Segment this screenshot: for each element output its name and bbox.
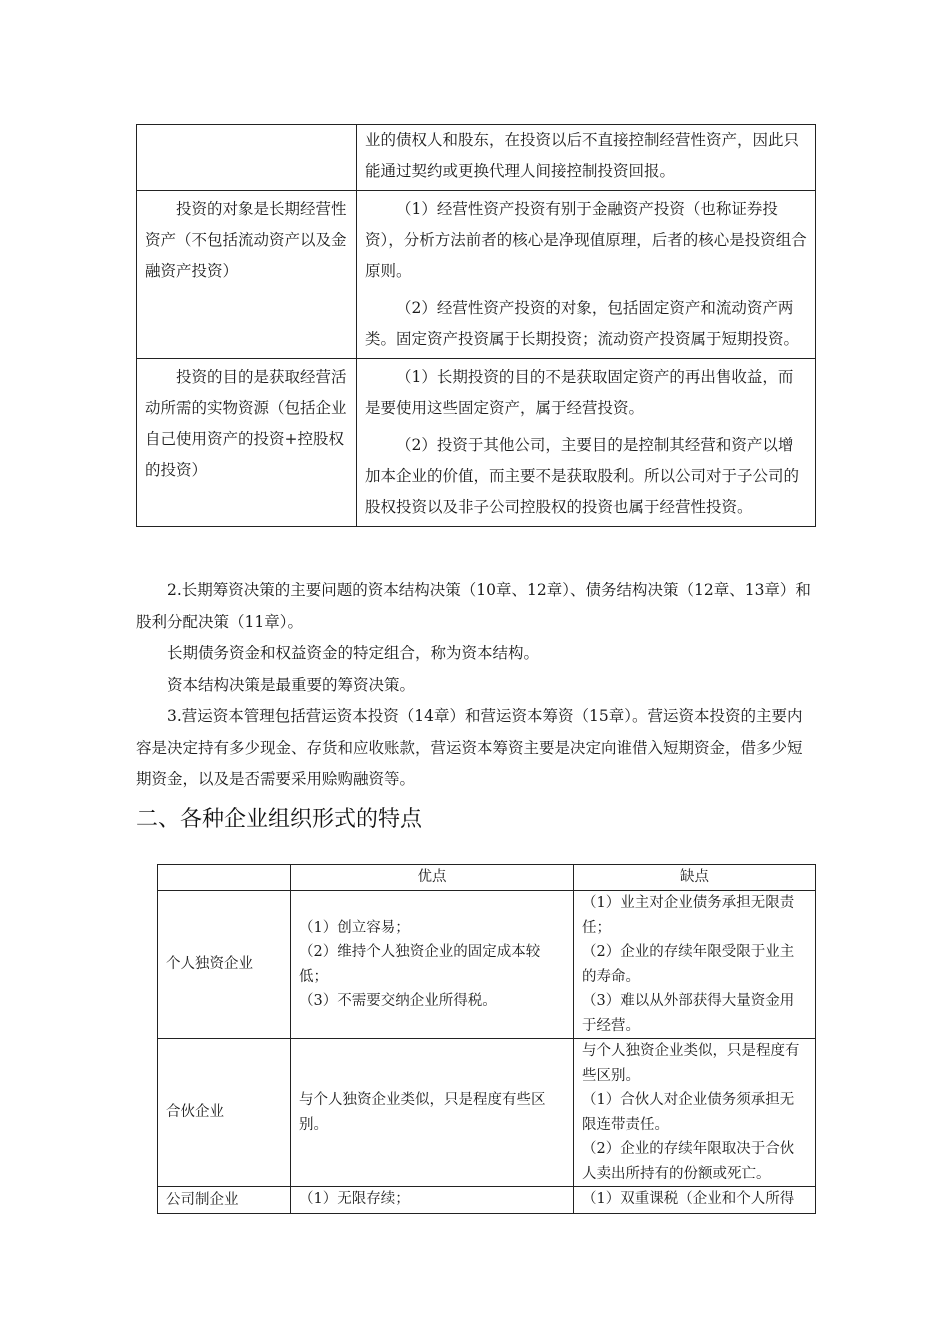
table-cell-right bbox=[357, 359, 816, 527]
investment-characteristics-table bbox=[136, 124, 816, 527]
enterprise-forms-table bbox=[157, 864, 816, 1214]
table-row bbox=[158, 891, 816, 1039]
cell-paragraph: 业的债权人和股东，在投资以后不直接控制经营性资产，因此只能通过契约或更换代理人间接控制投资回报。 bbox=[365, 131, 800, 180]
cell-paragraph: 投资的对象是长期经营性资产（不包括流动资产以及金融资产投资） bbox=[145, 200, 347, 280]
table-cell-left bbox=[137, 191, 357, 359]
pros-cell bbox=[291, 891, 574, 1039]
table-row bbox=[137, 359, 816, 527]
pros-cell bbox=[291, 1039, 574, 1187]
table-header-row bbox=[158, 865, 816, 891]
list-item: （2）企业的存续年限取决于合伙人卖出所持有的份额或死亡。 bbox=[582, 1141, 795, 1182]
paragraph: 3.营运资本管理包括营运资本投资（14章）和营运资本筹资（15章）。营运资本投资的主要内容是决定持有多少现金、存货和应收账款，营运资本筹资主要是决定向谁借入短期资金，借多少短期资金，以及是否需要采用赊购融资等。 bbox=[136, 707, 803, 788]
list-item: （1）无限存续； bbox=[299, 1191, 410, 1207]
table-row bbox=[137, 191, 816, 359]
section-heading: 二、各种企业组织形式的特点 bbox=[136, 807, 423, 832]
list-item: （2）维持个人独资企业的固定成本较低； bbox=[299, 944, 541, 985]
body-text bbox=[136, 575, 816, 796]
enterprise-type: 个人独资企业 bbox=[158, 891, 291, 1039]
cell-paragraph: （1）经营性资产投资有别于金融资产投资（也称证券投资），分析方法前者的核心是净现值原理，后者的核心是投资组合原则。 bbox=[365, 200, 807, 280]
list-item: （3）不需要交纳企业所得税。 bbox=[299, 993, 497, 1009]
cons-cell bbox=[574, 1187, 816, 1214]
header-cell-pros: 优点 bbox=[291, 865, 574, 891]
paragraph: 2.长期筹资决策的主要问题的资本结构决策（10章、12章）、债务结构决策（12章、13章）和股利分配决策（11章）。 bbox=[136, 581, 811, 631]
cell-paragraph: （2）投资于其他公司，主要目的是控制其经营和资产以增加本企业的价值，而主要不是获取股利。所以公司对于子公司的股权投资以及非子公司控股权的投资也属于经营性投资。 bbox=[365, 436, 800, 516]
table-row bbox=[158, 1187, 816, 1214]
cons-cell bbox=[574, 891, 816, 1039]
enterprise-type: 公司制企业 bbox=[158, 1187, 291, 1214]
cell-paragraph: （1）长期投资的目的不是获取固定资产的再出售收益，而是要使用这些固定资产，属于经营投资。 bbox=[365, 368, 794, 417]
table-row bbox=[137, 125, 816, 191]
table-cell-right bbox=[357, 191, 816, 359]
table-row bbox=[158, 1039, 816, 1187]
table-cell-left bbox=[137, 125, 357, 191]
cons-cell bbox=[574, 1039, 816, 1187]
list-item: （1）合伙人对企业债务须承担无限连带责任。 bbox=[582, 1092, 795, 1133]
list-item: 与个人独资企业类似，只是程度有些区别。 bbox=[299, 1092, 546, 1133]
list-item: 与个人独资企业类似，只是程度有些区别。 bbox=[582, 1043, 800, 1084]
paragraph: 长期债务资金和权益资金的特定组合，称为资本结构。 bbox=[167, 644, 540, 662]
enterprise-type: 合伙企业 bbox=[158, 1039, 291, 1187]
paragraph: 资本结构决策是最重要的筹资决策。 bbox=[167, 675, 416, 694]
header-cell-cons: 缺点 bbox=[574, 865, 816, 891]
table-cell-right bbox=[357, 125, 816, 191]
cell-paragraph: 投资的目的是获取经营活动所需的实物资源（包括企业自己使用资产的投资+控股权的投资） bbox=[145, 368, 347, 479]
pros-cell bbox=[291, 1187, 574, 1214]
cell-paragraph: （2）经营性资产投资的对象，包括固定资产和流动资产两类。固定资产投资属于长期投资；流动资产投资属于短期投资。 bbox=[365, 299, 800, 348]
table-cell-left bbox=[137, 359, 357, 527]
list-item: （3）难以从外部获得大量资金用于经营。 bbox=[582, 993, 795, 1034]
list-item: （1）业主对企业债务承担无限责任； bbox=[582, 895, 795, 936]
list-item: （2）企业的存续年限受限于业主的寿命。 bbox=[582, 944, 795, 985]
header-cell bbox=[158, 865, 291, 891]
list-item: （1）双重课税（企业和个人所得 bbox=[582, 1191, 795, 1207]
list-item: （1）创立容易； bbox=[299, 919, 410, 936]
